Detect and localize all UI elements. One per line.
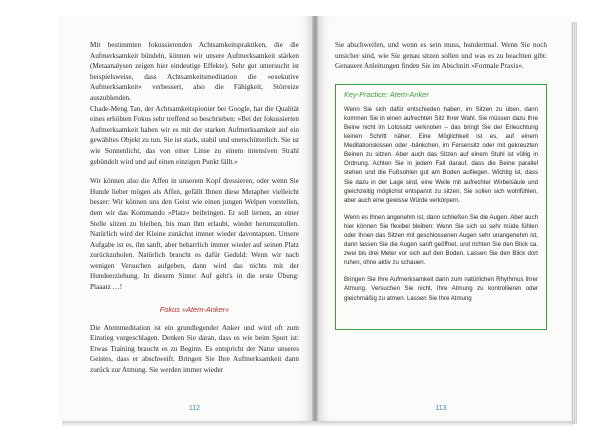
right-page bbox=[315, 16, 571, 421]
box-paragraph-1: Wenn Sie sich dafür entschieden haben, im Sitzen zu üben, dann kommen Sie in einen aufrechten Sitz Ihrer Wahl. Sie müssen dazu Ihre Beine nicht im Lotossitz verknoten – das bringt Sie der Erleuchtung keinen Schritt näher. Eine Möglichkeit ist es, auf einem Meditationskissen oder -bänkchen, im Fersensitz oder mit gekreuzten Beinen zu sitzen. Aber auch das Sitzen auf einem Stuhl ist völlig in Ordnung. Achten Sie in jedem Fall darauf, dass die Beine parallel stehen und die Fußsohlen gut am Boden aufliegen. Wichtig ist, dass Sie dazu in der Lage sind, eine Weile mit aufrechter Wirbelsäule und gleichzeitig möglichst entspannt zu sitzen. Sie sollen sich wohlfühlen, aber auch eine gewisse Würde verkörpern. bbox=[344, 105, 538, 204]
left-paragraph-2: Chade-Meng Tan, der Achtsamkeitspionier bei Google, hat die Qualität eines erhöhten Fokus sehr treffend so beschrieben: »Bei der fokussierten Aufmerksamkeit haben wir es mit der starken Aufmerksamkeit auf ein gewähltes Objekt zu tun. Sie ist stark, stabil und unerschütterlich. Sie ist wie Sonnenlicht, das von einer Linse zu einem intensiven Strahl gebündelt wird und auf einen einzigen Punkt fällt.« bbox=[90, 104, 299, 166]
key-practice-box bbox=[335, 84, 547, 330]
box-paragraph-3: Bringen Sie Ihre Aufmerksamkeit dann zum natürlichen Rhythmus Ihrer Atmung. Versuchen Sie nicht, Ihre Atmung zu kontrollieren oder gleichmäßig zu atmen. Lassen Sie Ihre Atmung bbox=[344, 276, 538, 302]
left-paragraph-4: Die Atemmeditation ist ein grundlegender Anker und wird oft zum Einstieg vorgeschlagen. Denken Sie daran, dass es wie beim Sport ist: Etwas Training braucht es zu Beginn. Es entspricht der Natur unseres Geistes, dass er abschweift. Bringen Sie Ihre Aufmerksamkeit dann zurück zur Atmung. Sie werden immer wieder bbox=[90, 323, 299, 375]
left-page bbox=[58, 16, 315, 421]
book-shadow bbox=[62, 421, 574, 427]
key-practice-title: Key-Practice: Atem-Anker bbox=[344, 89, 429, 99]
page-edges bbox=[571, 22, 577, 424]
page-number-left: 112 bbox=[188, 405, 201, 412]
open-book bbox=[58, 16, 576, 426]
book-spine bbox=[312, 16, 318, 421]
page-number-right: 113 bbox=[435, 405, 447, 412]
left-paragraph-1: Mit bestimmten fokussierenden Achtsamkeitspraktiken, die die Aufmerksamkeit bündeln, können wir unsere Aufmerksamkeit stärken (Metaanalysen zeigen hier eindeutige Effekte). Sehr gut untersucht ist beispielsweise, dass Achtsamkeitsmeditation die »exekutive Aufmerksamkeit« verbessert, also die Fähigkeit, Störreize auszublenden. bbox=[90, 41, 299, 102]
left-paragraph-3: Wir können also die Affen in unserem Kopf dressieren, oder wenn Sie Hunde lieber mögen als Affen, gefällt Ihnen diese Metapher vielleicht besser: Wir können uns den Geist wie einen jungen Welpen vorstellen, dem wir das Kommando »Platz« beibringen. Er soll lernen, an einer Stelle sitzen zu bleiben, bis man ihm erlaubt, wieder herumzutollen. Natürlich wird der Kleine zunächst immer wieder davontapsen. Unsere Aufgabe ist es, ihn sanft, aber beharrlich immer wieder auf seinen Platz zurückzuholen. Natürlich braucht es dafür Geduld: Wenn wir nach wenigen Versuchen aufgeben, dann wird das nichts mit der Hundeerziehung. In diesem Sinne: Auf geht's in die erste Übung: Plaaatz …! bbox=[90, 177, 299, 292]
box-paragraph-2: Wenn es Ihnen angenehm ist, dann schließen Sie die Augen. Aber auch hier können Sie flexibel bleiben: Wenn Sie sich so sehr müde fühlen oder Ihnen das Sitzen mit geschlossenen Augen sehr unangenehm ist, dann lassen Sie die Augen sanft geöffnet, und richten Sie den Blick ca. zwei bis drei Meter vor sich auf den Boden. Lassen Sie den Blick dort ruhen, ohne aktiv zu schauen. bbox=[344, 213, 539, 267]
right-paragraph-1: Sie abschweifen, und wenn es sein muss, hundertmal. Wenn Sie noch unsicher sind, wie Sie genau sitzen sollen und was es zu beachten gibt: Genauere Anleitungen finden Sie im Abschnitt »Formale Praxis«. bbox=[335, 41, 547, 71]
fokus-heading: Fokus »Atem-Anker« bbox=[159, 304, 230, 314]
